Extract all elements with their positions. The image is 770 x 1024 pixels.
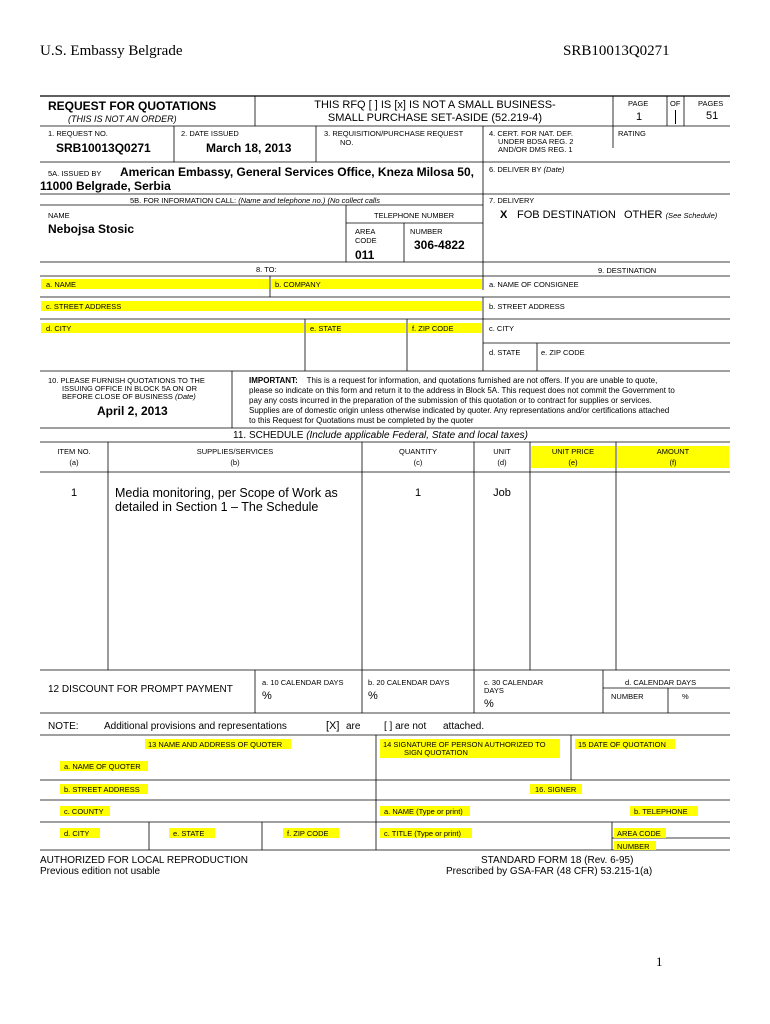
col-unit-header: UNIT <box>493 447 511 456</box>
discount-d-pct: % <box>682 692 689 701</box>
cert-label-3: AND/OR DMS REG. 1 <box>498 145 573 154</box>
issued-by-label: 5A. ISSUED BY <box>48 169 102 178</box>
consignee-state-label: d. STATE <box>489 348 521 357</box>
embassy-header: U.S. Embassy Belgrade <box>40 43 183 59</box>
note-text: Additional provisions and representations <box>104 721 287 732</box>
delivery-label: 7. DELIVERY <box>489 196 535 205</box>
important-line-2: please so indicate on this form and return it to the address in Block 5A. This request does not commit the Government to <box>249 386 675 395</box>
col-unit-price-sub: (e) <box>568 458 578 467</box>
row-description-line2: detailed in Section 1 – The Schedule <box>115 500 319 514</box>
of-label: OF <box>670 99 681 108</box>
quote-due-date: April 2, 2013 <box>97 404 168 418</box>
to-street-label: c. STREET ADDRESS <box>46 302 122 311</box>
furnish-label-1: 10. PLEASE FURNISH QUOTATIONS TO THE <box>48 376 205 385</box>
cert-label-1: 4. CERT. FOR NAT. DEF. <box>489 129 573 138</box>
destination-label: 9. DESTINATION <box>598 266 657 275</box>
area-code-label-2: CODE <box>355 236 377 245</box>
signer-area-code-label: AREA CODE <box>617 829 661 838</box>
row-quantity: 1 <box>414 487 422 499</box>
col-supplies-sub: (b) <box>230 458 240 467</box>
page-value: 1 <box>636 111 643 123</box>
cert-label-2: UNDER BDSA REG. 2 <box>498 137 574 146</box>
note-are: are <box>346 721 361 732</box>
consignee-zip-label: e. ZIP CODE <box>541 348 585 357</box>
rfq-setaside-line2: SMALL PURCHASE SET-ASIDE (52.219-4) <box>327 112 543 124</box>
of-divider <box>675 110 677 124</box>
quoter-label: 13 NAME AND ADDRESS OF QUOTER <box>148 740 283 749</box>
form-subtitle: (THIS IS NOT AN ORDER) <box>68 114 177 124</box>
contact-name-label: NAME <box>48 211 70 220</box>
col-supplies-header: SUPPLIES/SERVICES <box>196 447 274 456</box>
col-amount-sub: (f) <box>669 458 677 467</box>
to-zip-label: f. ZIP CODE <box>412 324 454 333</box>
furnish-label-2: ISSUING OFFICE IN BLOCK 5A ON OR <box>62 384 198 393</box>
to-city-label: d. CITY <box>46 324 72 333</box>
discount-20-days: b. 20 CALENDAR DAYS <box>368 678 450 687</box>
area-code-value: 011 <box>355 248 375 262</box>
footer-standard-form: STANDARD FORM 18 (Rev. 6-95) <box>481 855 634 866</box>
note-are-mark: [X] <box>326 720 340 732</box>
schedule-title: 11. SCHEDULE (Include applicable Federal, State and local taxes) <box>233 430 528 441</box>
consignee-street-label: b. STREET ADDRESS <box>489 302 565 311</box>
telephone-label: TELEPHONE NUMBER <box>374 211 455 220</box>
date-issued-value: March 18, 2013 <box>206 141 292 155</box>
signature-label-1: 14 SIGNATURE OF PERSON AUTHORIZED TO <box>383 740 546 749</box>
col-amount-header: AMOUNT <box>656 447 690 456</box>
important-line-4: Supplies are of domestic origin unless otherwise indicated by quoter. Any representations and/or certifications attached <box>249 406 670 415</box>
quoter-city-label: d. CITY <box>64 829 90 838</box>
to-label: 8. TO: <box>256 265 277 274</box>
footer-prescribed: Prescribed by GSA-FAR (48 CFR) 53.215-1(a) <box>446 866 653 877</box>
discount-label: 12 DISCOUNT FOR PROMPT PAYMENT <box>48 684 233 695</box>
footer-authorized: AUTHORIZED FOR LOCAL REPRODUCTION <box>40 855 248 866</box>
pages-value: 51 <box>706 110 719 122</box>
requisition-label: 3. REQUISITION/PURCHASE REQUEST <box>324 129 464 138</box>
consignee-name-label: a. NAME OF CONSIGNEE <box>489 280 579 289</box>
col-unit-price-header: UNIT PRICE <box>551 447 595 456</box>
important-line-5: to this Request for Quotations must be completed by the quoter <box>249 416 474 425</box>
note-label: NOTE: <box>48 721 79 732</box>
discount-number-label: NUMBER <box>611 692 644 701</box>
note-attached: attached. <box>443 721 485 732</box>
col-quantity-header: QUANTITY <box>399 447 437 456</box>
signer-name-label: a. NAME (Type or print) <box>384 807 463 816</box>
discount-10-pct: % <box>262 690 272 702</box>
pages-label: PAGES <box>698 99 724 108</box>
col-unit-sub: (d) <box>497 458 507 467</box>
signer-telephone-label: b. TELEPHONE <box>634 807 688 816</box>
issued-by-line1: American Embassy, General Services Office, Kneza Milosa 50, <box>120 165 474 179</box>
quoter-name-label: a. NAME OF QUOTER <box>64 762 141 771</box>
page-number: 1 <box>656 954 663 969</box>
delivery-x-mark: X <box>500 209 508 221</box>
contact-name-value: Nebojsa Stosic <box>48 222 135 236</box>
important-line-1: IMPORTANT: This is a request for information, and quotations furnished are not offers. If you are unable to quote, <box>249 376 658 385</box>
deliver-by-label: 6. DELIVER BY (Date) <box>489 165 565 174</box>
fob-destination-label: FOB DESTINATION <box>517 209 616 221</box>
to-state-label: e. STATE <box>310 324 342 333</box>
to-name-label: a. NAME <box>46 280 77 289</box>
area-code-label-1: AREA <box>355 227 376 236</box>
requisition-label-no: NO. <box>340 138 354 147</box>
row-unit: Job <box>493 487 511 499</box>
signer-label: 16. SIGNER <box>535 785 577 794</box>
discount-calendar-days: d. CALENDAR DAYS <box>625 678 697 687</box>
col-item-header: ITEM NO. <box>57 447 91 456</box>
page-label: PAGE <box>628 99 649 108</box>
rfq-setaside-line1: THIS RFQ [ ] IS [x] IS NOT A SMALL BUSINESS- <box>314 99 556 111</box>
discount-30-days: c. 30 CALENDAR <box>484 678 544 687</box>
discount-10-days: a. 10 CALENDAR DAYS <box>262 678 344 687</box>
discount-30-pct: % <box>484 698 494 710</box>
delivery-other-label: OTHER (See Schedule) <box>624 209 718 221</box>
col-item-sub: (a) <box>69 458 79 467</box>
number-label: NUMBER <box>410 227 443 236</box>
important-line-3: pay any costs incurred in the preparation of the submission of this quotation or to contract for supplies or services. <box>249 396 652 405</box>
date-quotation-label: 15 DATE OF QUOTATION <box>578 740 666 749</box>
discount-30-days-2: DAYS <box>484 686 504 695</box>
signature-label-2: SIGN QUOTATION <box>404 748 468 757</box>
form-title: REQUEST FOR QUOTATIONS <box>48 99 217 113</box>
issued-by-line2: 11000 Belgrade, Serbia <box>40 179 171 193</box>
quoter-county-label: c. COUNTY <box>64 807 104 816</box>
furnish-label-3: BEFORE CLOSE OF BUSINESS (Date) <box>62 392 196 401</box>
rating-label: RATING <box>618 129 646 138</box>
signer-title-label: c. TITLE (Type or print) <box>384 829 461 838</box>
col-quantity-sub: (c) <box>413 458 423 467</box>
info-call-label: 5B. FOR INFORMATION CALL: (Name and telephone no.) (No collect calls <box>130 196 380 205</box>
request-no-label: 1. REQUEST NO. <box>48 129 108 138</box>
consignee-city-label: c. CITY <box>489 324 515 333</box>
to-company-label: b. COMPANY <box>275 280 321 289</box>
phone-number-value: 306-4822 <box>414 238 465 252</box>
signer-number-label: NUMBER <box>617 842 650 851</box>
request-no-value: SRB10013Q0271 <box>56 141 151 155</box>
footer-previous-edition: Previous edition not usable <box>40 866 161 877</box>
quoter-zip-label: f. ZIP CODE <box>287 829 329 838</box>
row-description-line1: Media monitoring, per Scope of Work as <box>115 486 338 500</box>
date-issued-label: 2. DATE ISSUED <box>181 129 239 138</box>
reference-header: SRB10013Q0271 <box>563 43 670 59</box>
note-are-not: [ ] are not <box>384 721 427 732</box>
row-item-no: 1 <box>70 487 78 499</box>
quoter-state-label: e. STATE <box>173 829 205 838</box>
city-highlight <box>41 323 304 333</box>
quoter-street-label: b. STREET ADDRESS <box>64 785 140 794</box>
discount-20-pct: % <box>368 690 378 702</box>
